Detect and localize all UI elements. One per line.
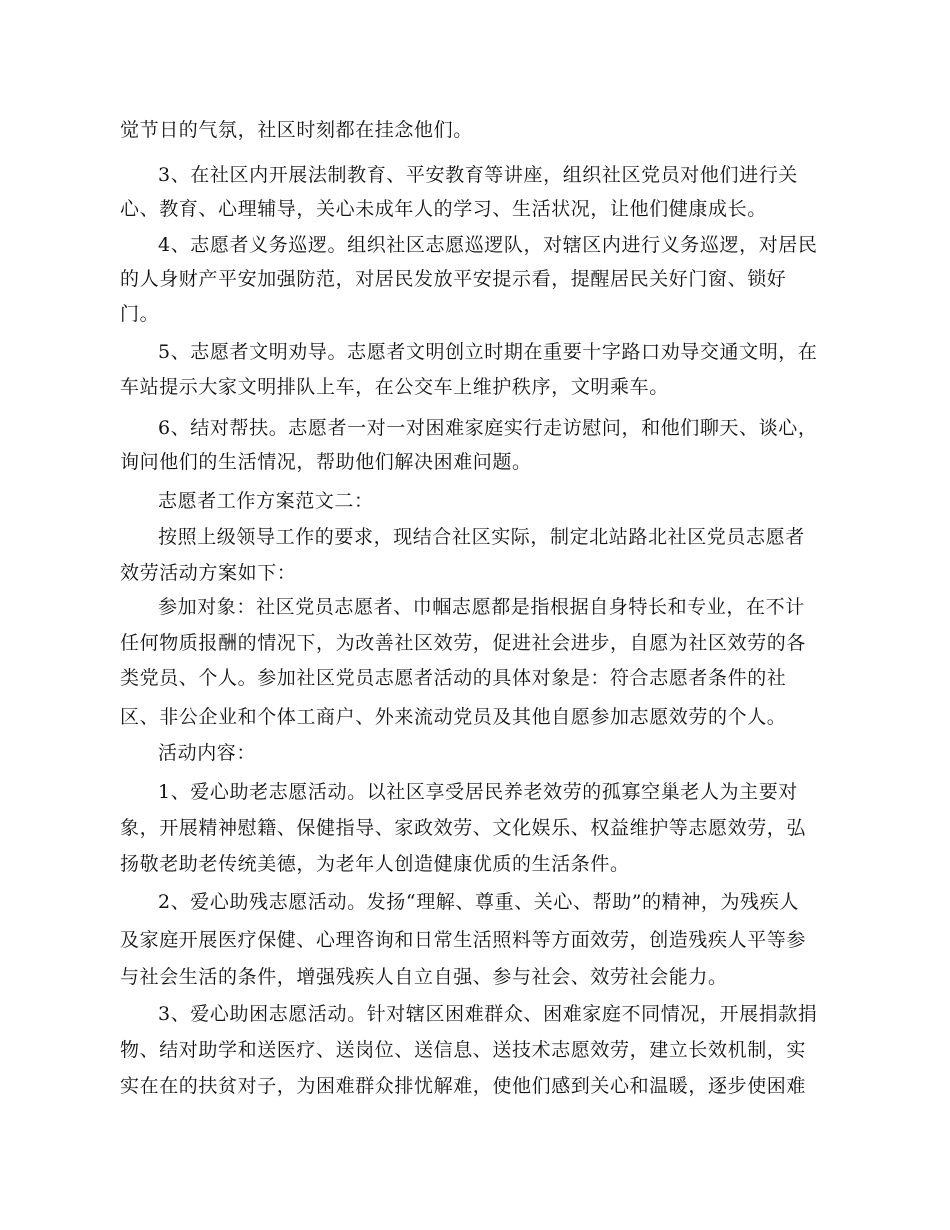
text-line: 及家庭开展医疗保健、心理咨询和日常生活照料等方面效劳，创造残疾人平等参 [120, 929, 807, 951]
text-line: 3、在社区内开展法制教育、平安教育等讲座，组织社区党员对他们进行关 [158, 164, 798, 186]
text-line: 物、结对助学和送医疗、送岗位、送信息、送技术志愿效劳，建立长效机制，实 [120, 1039, 807, 1061]
text-line: 1、爱心助老志愿活动。以社区享受居民养老效劳的孤寡空巢老人为主要对 [158, 781, 798, 803]
text-line: 志愿者工作方案范文二： [158, 490, 374, 512]
text-line: 车站提示大家文明排队上车，在公交车上维护秩序，文明乘车。 [120, 376, 669, 398]
text-line: 按照上级领导工作的要求，现结合社区实际，制定北站路北社区党员志愿者 [158, 526, 805, 548]
text-line: 3、爱心助困志愿活动。针对辖区困难群众、困难家庭不同情况，开展捐款捐 [158, 1003, 818, 1025]
text-line: 与社会生活的条件，增强残疾人自立自强、参与社会、效劳社会能力。 [120, 966, 728, 988]
text-line: 参加对象：社区党员志愿者、巾帼志愿都是指根据自身特长和专业，在不计 [158, 596, 805, 618]
text-line: 4、志愿者义务巡逻。组织社区志愿巡逻队，对辖区内进行义务巡逻，对居民 [158, 234, 818, 256]
text-line: 觉节日的气氛，社区时刻都在挂念他们。 [120, 119, 473, 141]
text-line: 扬敬老助老传统美德，为老年人创造健康优质的生活条件。 [120, 853, 630, 875]
text-line: 实在在的扶贫对子，为困难群众排忧解难，使他们感到关心和温暖，逐步使困难 [120, 1075, 807, 1097]
text-line: 区、非公企业和个体工商户、外来流动党员及其他自愿参加志愿效劳的个人。 [120, 706, 787, 728]
text-line: 的人身财产平安加强防范，对居民发放平安提示看，提醒居民关好门窗、锁好 [120, 268, 787, 290]
text-line: 5、志愿者文明劝导。志愿者文明创立时期在重要十字路口劝导交通文明，在 [158, 341, 818, 363]
text-line: 象，开展精神慰籍、保健指导、家政效劳、文化娱乐、权益维护等志愿效劳，弘 [120, 817, 807, 839]
text-line: 类党员、个人。参加社区党员志愿者活动的具体对象是：符合志愿者条件的社 [120, 667, 787, 689]
text-line: 心、教育、心理辅导，关心未成年人的学习、生活状况，让他们健康成长。 [120, 198, 767, 220]
text-line: 询问他们的生活情况，帮助他们解决困难问题。 [120, 451, 532, 473]
text-line: 效劳活动方案如下： [120, 562, 297, 584]
text-line: 门。 [120, 303, 160, 325]
text-line: 2、爱心助残志愿活动。发扬“理解、尊重、关心、帮助”的精神，为残疾人 [158, 891, 799, 913]
text-line: 任何物质报酬的情况下，为改善社区效劳，促进社会进步，自愿为社区效劳的各 [120, 632, 807, 654]
text-line: 活动内容： [158, 742, 257, 764]
text-line: 6、结对帮扶。志愿者一对一对困难家庭实行走访慰问，和他们聊天、谈心， [158, 417, 818, 439]
